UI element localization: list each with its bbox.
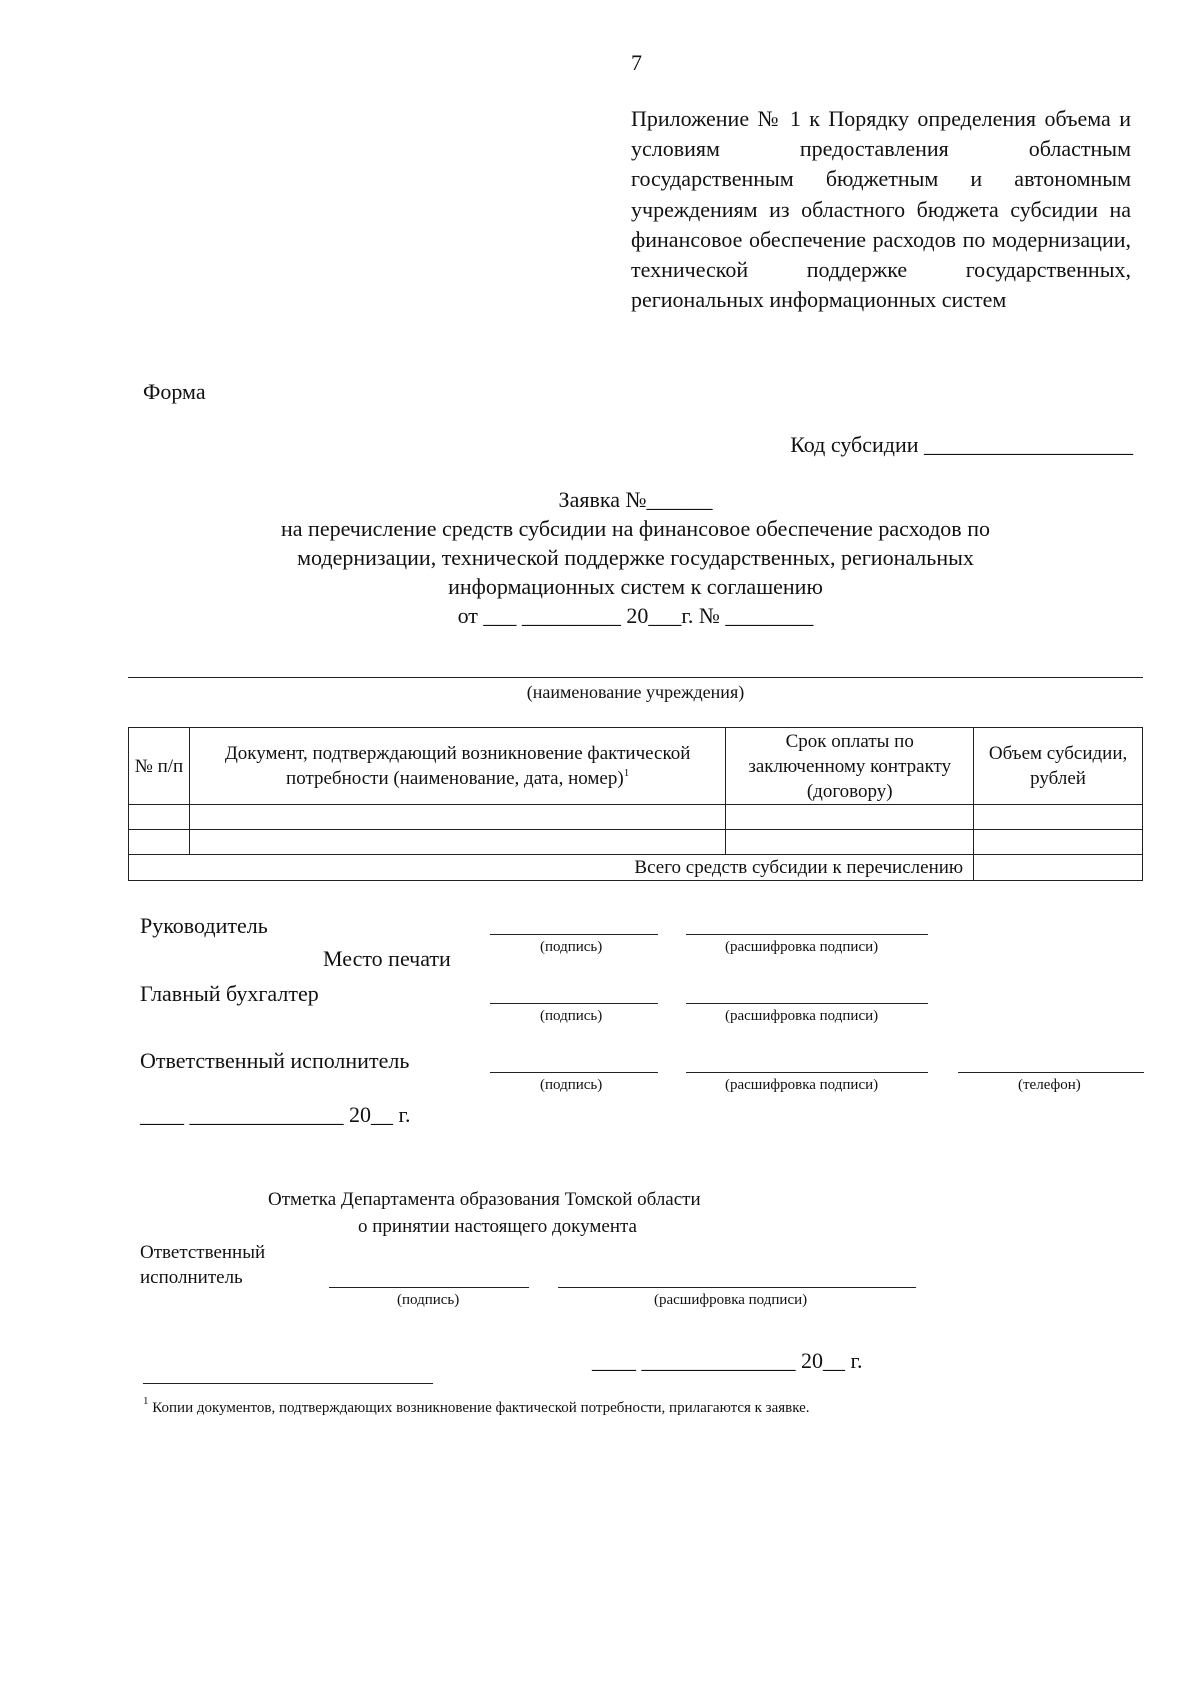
department-signature-line[interactable] <box>329 1287 529 1288</box>
head-signature-line[interactable] <box>490 934 658 935</box>
subsidy-table <box>128 727 1143 881</box>
accountant-signature-line[interactable] <box>490 1003 658 1004</box>
head-decoding-line[interactable] <box>686 934 928 935</box>
table-cell[interactable] <box>974 805 1143 830</box>
footnote-mark: 1 <box>623 767 630 779</box>
responsible-decoding-line[interactable] <box>686 1072 928 1073</box>
table-cell[interactable] <box>974 830 1143 855</box>
title-line-4: информационных систем к соглашению <box>448 574 823 599</box>
title-line-2: на перечисление средств субсидии на финансовое обеспечение расходов по <box>281 516 990 541</box>
footnote <box>143 1395 810 1417</box>
department-date-line[interactable]: ____ ______________ 20__ г. <box>592 1348 863 1373</box>
department-responsible-line-1: Ответственный <box>140 1242 266 1263</box>
form-label: Форма <box>143 379 206 404</box>
department-signature-caption: (подпись) <box>397 1292 460 1308</box>
department-responsible-line-2: исполнитель <box>140 1267 243 1288</box>
total-label: Всего средств субсидии к перечислению <box>129 855 974 881</box>
responsible-signature-line[interactable] <box>490 1072 658 1073</box>
table-header-row <box>129 728 1143 805</box>
accountant-signature-caption: (подпись) <box>540 1008 603 1024</box>
institution-name-line[interactable] <box>128 677 1143 678</box>
title-line-3: модернизации, технической поддержке государственных, региональных <box>297 545 974 570</box>
col-amount-header: Объем субсидии, рублей <box>974 728 1143 805</box>
accountant-decoding-line[interactable] <box>686 1003 928 1004</box>
table-cell[interactable] <box>189 805 725 830</box>
department-decoding-line[interactable] <box>558 1287 916 1288</box>
table-row <box>129 830 1143 855</box>
title-line-1: Заявка №______ <box>558 487 713 512</box>
table-cell[interactable] <box>129 830 190 855</box>
responsible-signature-caption: (подпись) <box>540 1077 603 1093</box>
col-document-header: Документ, подтверждающий возникновение фактической потребности (наименование, дата, номер)$^1$ <box>189 728 725 805</box>
accountant-decoding-caption: (расшифровка подписи) <box>725 1008 879 1024</box>
subsidy-code-field[interactable]: Код субсидии ___________________ <box>790 432 1133 457</box>
col-payment-term-header: Срок оплаты по заключенному контракту (договору) <box>726 728 974 805</box>
table-cell[interactable] <box>726 805 974 830</box>
head-signature-caption: (подпись) <box>540 939 603 955</box>
page-number: 7 <box>631 50 642 75</box>
table-row <box>129 805 1143 830</box>
responsible-label: Ответственный исполнитель <box>140 1048 410 1073</box>
total-amount-cell[interactable] <box>974 855 1143 881</box>
table-total-row <box>129 855 1143 881</box>
responsible-decoding-caption: (расшифровка подписи) <box>725 1077 879 1093</box>
table-cell[interactable] <box>189 830 725 855</box>
footnote-text: Копии документов, подтверждающих возникновение фактической потребности, прилагаются к заявке. <box>152 1400 810 1416</box>
head-label: Руководитель <box>140 913 268 938</box>
appendix-text: Приложение № 1 к Порядку определения объема и условиям предоставления областным государственным бюджетным и автономным учреждениям из областного бюджета субсидии на финансовое обеспечение расходов по модернизации, технической поддержке государственных, региональных информационных систем <box>631 106 1131 313</box>
table-cell[interactable] <box>726 830 974 855</box>
department-decoding-caption: (расшифровка подписи) <box>654 1292 808 1308</box>
table-cell[interactable] <box>129 805 190 830</box>
responsible-phone-line[interactable] <box>958 1072 1144 1073</box>
institution-caption: (наименование учреждения) <box>526 682 745 702</box>
request-title <box>128 485 1143 630</box>
signature-date-line[interactable]: ____ ______________ 20__ г. <box>140 1102 411 1127</box>
department-mark-line-2: о принятии настоящего документа <box>358 1216 637 1237</box>
footnote-number: 1 <box>143 1395 149 1407</box>
chief-accountant-label: Главный бухгалтер <box>140 981 319 1006</box>
responsible-phone-caption: (телефон) <box>1018 1077 1081 1093</box>
head-decoding-caption: (расшифровка подписи) <box>725 939 879 955</box>
col-number-header: № п/п <box>129 728 190 805</box>
department-mark-line-1: Отметка Департамента образования Томской области <box>268 1189 701 1210</box>
stamp-label: Место печати <box>323 946 451 971</box>
footnote-separator <box>143 1383 433 1384</box>
title-line-5: от ___ _________ 20___г. № ________ <box>457 603 814 628</box>
